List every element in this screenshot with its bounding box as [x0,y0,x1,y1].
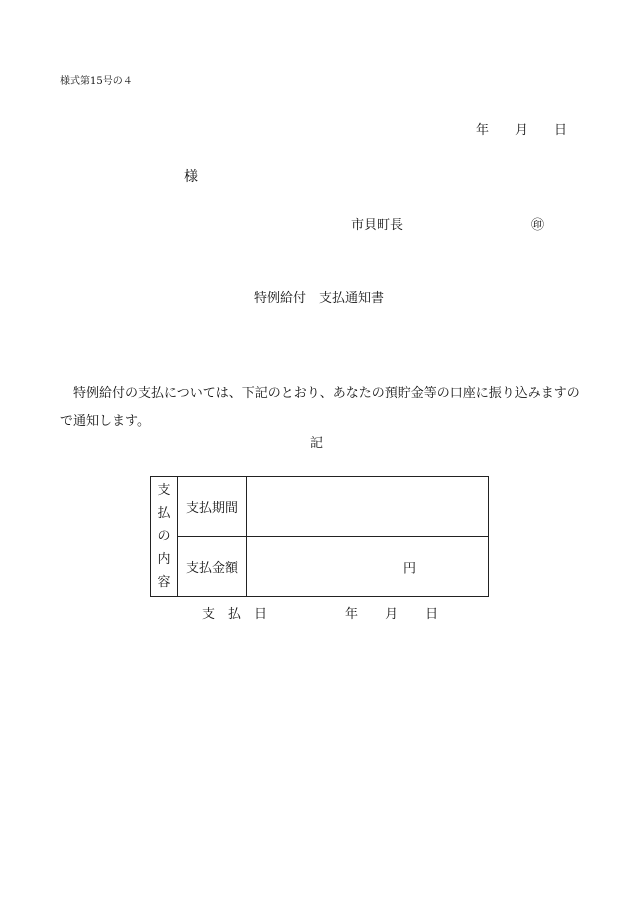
seal-mark: ㊞ [531,218,545,233]
payment-amount-value [247,537,489,597]
yen-unit: 円 [403,561,417,576]
body-text: 特例給付の支払については、下記のとおり、あなたの預貯金等の口座に振り込みますので通知します。 [60,386,580,429]
side-char: の [157,529,171,544]
payment-details-table [150,476,489,597]
side-char: 容 [157,575,171,590]
payment-period-value [247,477,489,537]
side-char: 支 [157,483,171,498]
date-year-label: 年 [476,123,490,138]
side-char: 内 [157,552,171,567]
form-number: 様式第15号の４ [60,76,133,87]
issuer-name: 市貝町長 [351,218,404,233]
payment-date [202,603,438,622]
payment-date-month-label: 月 [385,607,399,622]
addressee-suffix: 様 [184,169,198,185]
ki-marker: 記 [310,436,324,451]
payment-date-year-label: 年 [345,607,359,622]
payment-date-label-char: 日 [254,607,268,622]
document-title: 特例給付 支払通知書 [254,291,385,306]
issue-date [476,119,567,138]
payment-amount-label: 支払金額 [178,537,247,597]
payment-date-label-char: 払 [228,607,242,622]
date-month-label: 月 [515,123,529,138]
payment-date-label-char: 支 [202,607,216,622]
payment-period-label: 支払期間 [178,477,247,537]
payment-date-day-label: 日 [425,607,439,622]
payment-content-label [151,477,178,597]
side-char: 払 [157,506,171,521]
date-day-label: 日 [554,123,568,138]
